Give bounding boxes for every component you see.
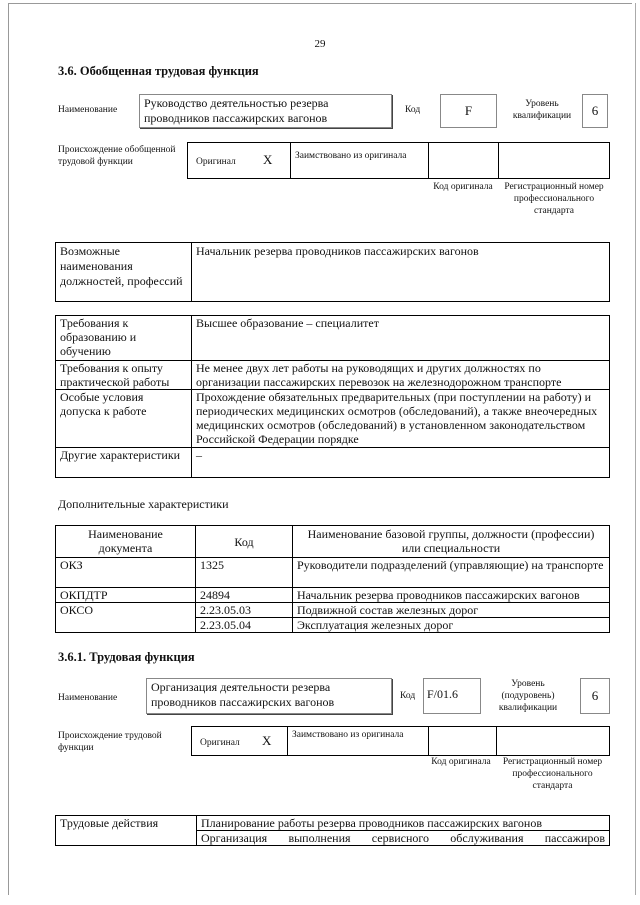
table-row xyxy=(56,831,610,846)
original-mark: X xyxy=(263,152,273,167)
original-label: Оригинал xyxy=(200,738,240,748)
code-original-caption: Код оригинала xyxy=(433,182,493,192)
table-row xyxy=(56,558,610,588)
table-row xyxy=(56,603,610,618)
subsection-heading: 3.6.1. Трудовая функция xyxy=(58,650,195,664)
actions-label: Трудовые действия xyxy=(56,816,197,831)
section-heading: 3.6. Обобщенная трудовая функция xyxy=(58,64,259,78)
cell-code: 1325 xyxy=(196,558,293,588)
code-label: Код xyxy=(405,105,421,115)
page-edge-left xyxy=(8,3,9,895)
origin-label: Происхождение трудовой функции xyxy=(58,731,162,753)
original-label: Оригинал xyxy=(196,157,236,167)
header-doc: Наименование документа xyxy=(56,526,196,558)
level-value-box: 6 xyxy=(582,94,608,128)
level-label: Уровень квалификации xyxy=(512,99,572,121)
table-row xyxy=(56,618,610,633)
page-number: 29 xyxy=(314,38,326,50)
cell-doc xyxy=(56,618,196,633)
positions-table xyxy=(55,242,610,302)
table-row xyxy=(56,816,610,831)
positions-value: Начальник резерва проводников пассажирских вагонов xyxy=(192,243,610,302)
name-label: Наименование xyxy=(58,693,118,703)
actions-table xyxy=(55,815,610,846)
origin-label: Происхождение обобщенной трудовой функции xyxy=(58,145,176,167)
code-original-caption: Код оригинала xyxy=(431,757,491,767)
page-edge-top xyxy=(8,3,632,4)
requirements-table xyxy=(55,315,610,478)
function-name-box: Руководство деятельностью резерва проводников пассажирских вагонов xyxy=(139,94,392,128)
additional-table xyxy=(55,525,610,633)
table-row xyxy=(56,448,610,478)
requirement-value: Не менее двух лет работы на руководящих и других должностях по организации пассажирских перевозок на железнодорожном транспорте xyxy=(192,361,610,390)
cell-name: Эксплуатация железных дорог xyxy=(293,618,610,633)
header-name: Наименование базовой группы, должности (профессии) или специальности xyxy=(293,526,610,558)
reg-number-caption: Регистрационный номер профессионального стандарта xyxy=(504,182,604,216)
requirement-value: – xyxy=(192,448,610,478)
positions-label: Возможные наименования должностей, профессий xyxy=(56,243,192,302)
additional-title: Дополнительные характеристики xyxy=(58,497,229,511)
table-header-row xyxy=(56,526,610,558)
table-row xyxy=(56,588,610,603)
level-value-box: 6 xyxy=(580,678,610,714)
cell-code: 2.23.05.04 xyxy=(196,618,293,633)
requirement-label: Особые условия допуска к работе xyxy=(56,390,192,448)
requirement-value: Высшее образование – специалитет xyxy=(192,316,610,361)
action-item: Организация выполнения сервисного обслуживания пассажиров xyxy=(197,831,610,846)
page-edge-right xyxy=(635,3,636,895)
header-code: Код xyxy=(196,526,293,558)
cell-code: 2.23.05.03 xyxy=(196,603,293,618)
function-name-box: Организация деятельности резерва проводников пассажирских вагонов xyxy=(146,678,392,714)
table-row xyxy=(56,390,610,448)
borrowed-label: Заимствовано из оригинала xyxy=(292,730,404,740)
cell-doc: ОКПДТР xyxy=(56,588,196,603)
requirement-label: Требования к опыту практической работы xyxy=(56,361,192,390)
cell-name: Руководители подразделений (управляющие) на транспорте xyxy=(293,558,610,588)
table-row xyxy=(56,316,610,361)
reg-number-caption: Регистрационный номер профессионального стандарта xyxy=(502,757,603,791)
table-row xyxy=(56,361,610,390)
action-item: Планирование работы резерва проводников пассажирских вагонов xyxy=(197,816,610,831)
requirement-value: Прохождение обязательных предварительных (при поступлении на работу) и периодических медицинских осмотров (обследований), а также внеочередных медицинских осмотров (обследований) в установленном законодательством Российской Федерации порядке xyxy=(192,390,610,448)
code-value-box: F xyxy=(440,94,497,128)
name-label: Наименование xyxy=(58,105,118,115)
requirement-label: Другие характеристики xyxy=(56,448,192,478)
cell-name: Подвижной состав железных дорог xyxy=(293,603,610,618)
requirement-label: Требования к образованию и обучению xyxy=(56,316,192,361)
borrowed-label: Заимствовано из оригинала xyxy=(295,151,407,161)
original-mark: X xyxy=(262,733,272,748)
code-value-box: F/01.6 xyxy=(423,678,481,714)
cell-doc: ОКСО xyxy=(56,603,196,618)
cell-name: Начальник резерва проводников пассажирских вагонов xyxy=(293,588,610,603)
code-label: Код xyxy=(400,691,416,701)
cell-doc: ОКЗ xyxy=(56,558,196,588)
origin-box xyxy=(191,726,610,756)
origin-box xyxy=(187,142,610,179)
level-label: Уровень (подуровень) квалификации xyxy=(498,679,558,713)
cell-code: 24894 xyxy=(196,588,293,603)
